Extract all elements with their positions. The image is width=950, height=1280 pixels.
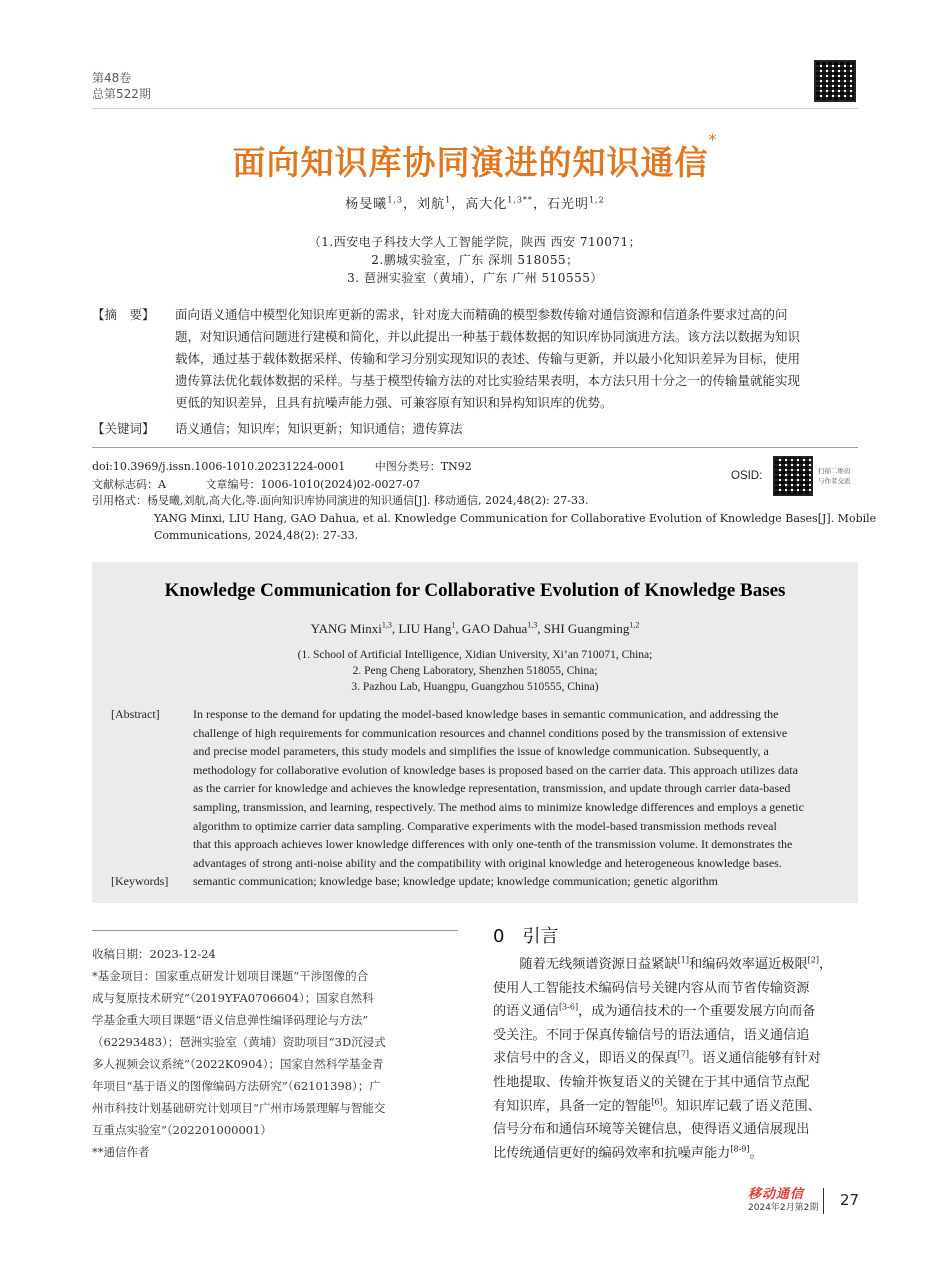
footnote-line: 成与复原技术研究”（2019YFA0706604）；国家自然科: [92, 991, 374, 1005]
footer-date: 2024年2月第2期: [748, 1203, 819, 1213]
volume-label: 第48卷: [92, 71, 132, 85]
author-name: 刘航: [417, 197, 446, 212]
doc-code-row: [92, 476, 420, 493]
abstract-divider: [92, 447, 858, 448]
osid-note-line: 扫描二维码: [818, 467, 851, 475]
abstract-en-line: algorithm to optimize carrier data sampling. Comparative experiments with the model-based transmission methods reveal: [193, 818, 777, 833]
citation-cn: 引用格式：杨旻曦,刘航,高大化,等.面向知识库协同演进的知识通信[J]. 移动通信, 2024,48(2): 27-33.: [92, 494, 589, 507]
footnote-line: 学基金重大项目课题“语义信息弹性编译码理论与方法”: [92, 1013, 369, 1027]
footer-divider: [823, 1188, 824, 1214]
body-text-run: 。: [749, 1145, 763, 1161]
author-affiliation-mark: 1,3**: [507, 195, 533, 205]
page-number: 27: [840, 1191, 860, 1209]
abstract-en-line: In response to the demand for updating the model-based knowledge bases in semantic communication, and addressing the: [193, 707, 779, 721]
doi: doi:10.3969/j.issn.1006-1010.20231224-0001: [92, 460, 346, 473]
body-text-run: 使用人工智能技术编码信号关键内容从而节省传输资源: [493, 980, 810, 996]
footnote-line: *基金项目：国家重点研发计划项目课题“干涉图像的合: [92, 969, 369, 983]
body-text-run: 比传统通信更好的编码效率和抗噪声能力: [493, 1145, 731, 1161]
author-name: GAO Dahua: [461, 621, 528, 636]
doc-code: 文献标志码：A: [92, 478, 166, 491]
body-line: [493, 1047, 859, 1071]
journal-header: [92, 70, 151, 102]
author-affiliation-mark: 1,3: [527, 620, 538, 630]
abstract-en-label: [Abstract]: [111, 707, 160, 721]
body-text: [493, 953, 859, 1165]
author-separator: ,: [537, 621, 544, 636]
author-name: 石光明: [546, 197, 589, 212]
author-affiliation-mark: 1,3: [381, 620, 392, 630]
body-text-run: 受关注。不同于保真传输信号的语法通信，语义通信追: [493, 1027, 810, 1043]
abstract-cn-line: 面向语义通信中模型化知识库更新的需求，针对庞大而精确的模型参数传输对通信资源和信道条件要求过高的问: [175, 307, 788, 322]
doi-row: [92, 458, 472, 475]
body-text-run: ，: [819, 957, 833, 972]
author-affiliation-mark: 1,3: [387, 195, 404, 205]
citation-ref: [2]: [807, 955, 819, 965]
body-text-run: 信号分布和通信环境等关键信息，使得语义通信展现出: [493, 1122, 810, 1138]
body-text-run: 。语义通信能够有针对: [688, 1051, 821, 1067]
authors-en: [0, 620, 950, 638]
body-line: [493, 977, 859, 1001]
qr-code-icon: [814, 60, 856, 102]
citation-ref: [3-6]: [558, 1002, 579, 1012]
abstract-cn-line: 遗传算法优化载体数据的采样。与基于模型传输方法的对比实验结果表明，本方法只用十分之一的传输量就能实现: [175, 373, 801, 388]
journal-logo: 移动通信: [748, 1187, 805, 1202]
body-line: [493, 1118, 859, 1142]
author-affiliation-mark: 1,2: [629, 620, 640, 630]
osid-note-line: 与作者交流: [818, 477, 851, 485]
body-line: [493, 1000, 859, 1024]
author-name: 高大化: [465, 197, 508, 212]
footnote-divider: [92, 930, 458, 931]
abstract-cn-line: 题，对知识通信问题进行建模和简化，并以此提出一种基于载体数据的知识库协同演进方法。该方法以数据为知识: [175, 329, 801, 344]
author-separator: ,: [455, 621, 462, 636]
keywords-cn-label: 【关键词】: [92, 421, 155, 436]
body-text-run: 和编码效率逼近极限: [688, 957, 808, 972]
author-affiliation-mark: 1: [445, 195, 452, 205]
citation-ref: [1]: [677, 955, 689, 965]
english-title: Knowledge Communication for Collaborative Evolution of Knowledge Bases: [164, 580, 786, 601]
abstract-en-line: sampling, transmission, and learning, respectively. The method aims to minimize knowledge differences and employs a genetic: [193, 799, 804, 814]
authors-cn: [0, 196, 950, 214]
footnote-line: 多人视频会议系统”（2022K0904）；国家自然科学基金青: [92, 1057, 384, 1071]
abstract-en-line: advantages of strong anti-noise ability and the compatibility with original knowledge and heterogeneous knowledge bases.: [193, 855, 782, 870]
footnotes: [92, 943, 464, 1163]
osid-note: [818, 466, 851, 486]
citation-en-1: YANG Minxi, LIU Hang, GAO Dahua, et al. Knowledge Communication for Collaborative Evolution of Knowledge Bases[J]. Mobile: [154, 512, 877, 525]
abstract-cn: [175, 304, 858, 414]
author-name: YANG Minxi: [310, 621, 382, 636]
citation-en-2: Communications, 2024,48(2): 27-33.: [154, 529, 359, 542]
footnote-line: 收稿日期：2023-12-24: [92, 947, 216, 961]
body-text-run: 。知识库记载了语义范围、: [662, 1098, 821, 1114]
abstract-en-line: challenge of high requirements for communication resources and channel conditions posed by the transmission of extensive: [193, 725, 788, 740]
body-text-run: ，成为通信技术的一个重要发展方向而备: [578, 1004, 816, 1020]
body-line: [493, 1071, 859, 1095]
osid-label: OSID:: [731, 470, 763, 482]
author-separator: ,: [391, 621, 399, 636]
keywords-en-label: [Keywords]: [111, 874, 169, 888]
abstract-en-line: as the carrier for knowledge and achieves the knowledge representation, transmission, and update through carrier data-based: [193, 781, 791, 796]
author-name: SHI Guangming: [543, 621, 630, 636]
body-line: [493, 1024, 859, 1048]
affiliation-cn-1: （1.西安电子科技大学人工智能学院，陕西 西安 710071；: [308, 235, 642, 249]
affiliation-en-2: 2. Peng Cheng Laboratory, Shenzhen 518055, China;: [352, 665, 598, 677]
footnote-line: （62293483）；琶洲实验室（黄埔）资助项目“3D沉浸式: [92, 1035, 386, 1049]
article-number: 文章编号：1006-1010(2024)02-0027-07: [205, 478, 421, 491]
body-line: [493, 1142, 859, 1166]
abstract-cn-label: 【摘 要】: [92, 307, 155, 322]
issue-label: 总第522期: [92, 87, 151, 101]
abstract-en-line: and precise model parameters, this study models and simplifies the issue of knowledge communication. Subsequently, a: [193, 744, 769, 759]
abstract-en-line: methodology for collaborative evolution of knowledge bases is proposed based on the carrier data. This approach utilizes data: [193, 762, 798, 777]
section-heading: 0 引言: [493, 926, 559, 947]
header-divider: [92, 108, 858, 109]
author-separator: ，: [403, 197, 418, 212]
footnote-line: 年项目“基于语义的图像编码方法研究”（62101398）；广: [92, 1079, 381, 1093]
body-line: [493, 1095, 859, 1119]
author-separator: ，: [532, 197, 547, 212]
footnote-line: 互重点实验室”（202201000001）: [92, 1123, 272, 1137]
abstract-en-line: that this approach achieves lower knowledge differences with only one-tenth of the transmission volume. It demonstrates the: [193, 837, 793, 852]
body-text-run: 有知识库，具备一定的智能: [493, 1098, 652, 1114]
affiliation-cn-2: 2.鹏城实验室，广东 深圳 518055；: [371, 253, 579, 267]
body-text-run: 随着无线频谱资源日益紧缺: [493, 957, 678, 972]
abstract-cn-line: 更低的知识差异，且具有抗噪声能力强、可兼容原有知识和异构知识库的优势。: [175, 395, 613, 410]
affiliation-cn-3: 3. 琶洲实验室（黄埔），广东 广州 510555）: [347, 271, 603, 285]
author-name: LIU Hang: [398, 621, 452, 636]
body-text-run: 求信号中的含义，即语义的保真: [493, 1051, 678, 1067]
keywords-cn: 语义通信；知识库；知识更新；知识通信；遗传算法: [175, 421, 463, 436]
citation-ref: [8-9]: [730, 1144, 750, 1154]
author-affiliation-mark: 1,2: [588, 195, 605, 205]
citation-ref: [6]: [651, 1097, 663, 1107]
author-separator: ，: [451, 197, 466, 212]
footnote-line: 州市科技计划基础研究计划项目“广州市场景理解与智能交: [92, 1101, 386, 1115]
affiliation-en-1: (1. School of Artificial Intelligence, Xidian University, Xi’an 710071, China;: [297, 649, 653, 661]
abstract-en: [193, 705, 838, 872]
affiliation-en-3: 3. Pazhou Lab, Huangpu, Guangzhou 510555, China): [351, 681, 599, 693]
body-text-run: 性地提取、传输并恢复语义的关键在于其中通信节点配: [493, 1074, 810, 1090]
clc-number: 中图分类号：TN92: [374, 460, 472, 473]
author-affiliation-mark: 1: [451, 620, 456, 630]
citation-ref: [7]: [677, 1049, 689, 1059]
footnote-line: **通信作者: [92, 1145, 150, 1159]
title-footnote-mark: *: [708, 130, 718, 149]
body-line: [493, 953, 859, 977]
body-text-run: 的语义通信: [493, 1004, 559, 1020]
osid-qr-icon: [773, 456, 813, 496]
author-name: 杨旻曦: [345, 197, 388, 212]
keywords-en: semantic communication; knowledge base; knowledge update; knowledge communication; genetic algorithm: [193, 874, 718, 888]
page-title: 面向知识库协同演进的知识通信*: [232, 130, 718, 182]
abstract-cn-line: 载体，通过基于载体数据采样、传输和学习分别实现知识的表述、传输与更新，并以最小化知识差异为目标，使用: [175, 351, 801, 366]
